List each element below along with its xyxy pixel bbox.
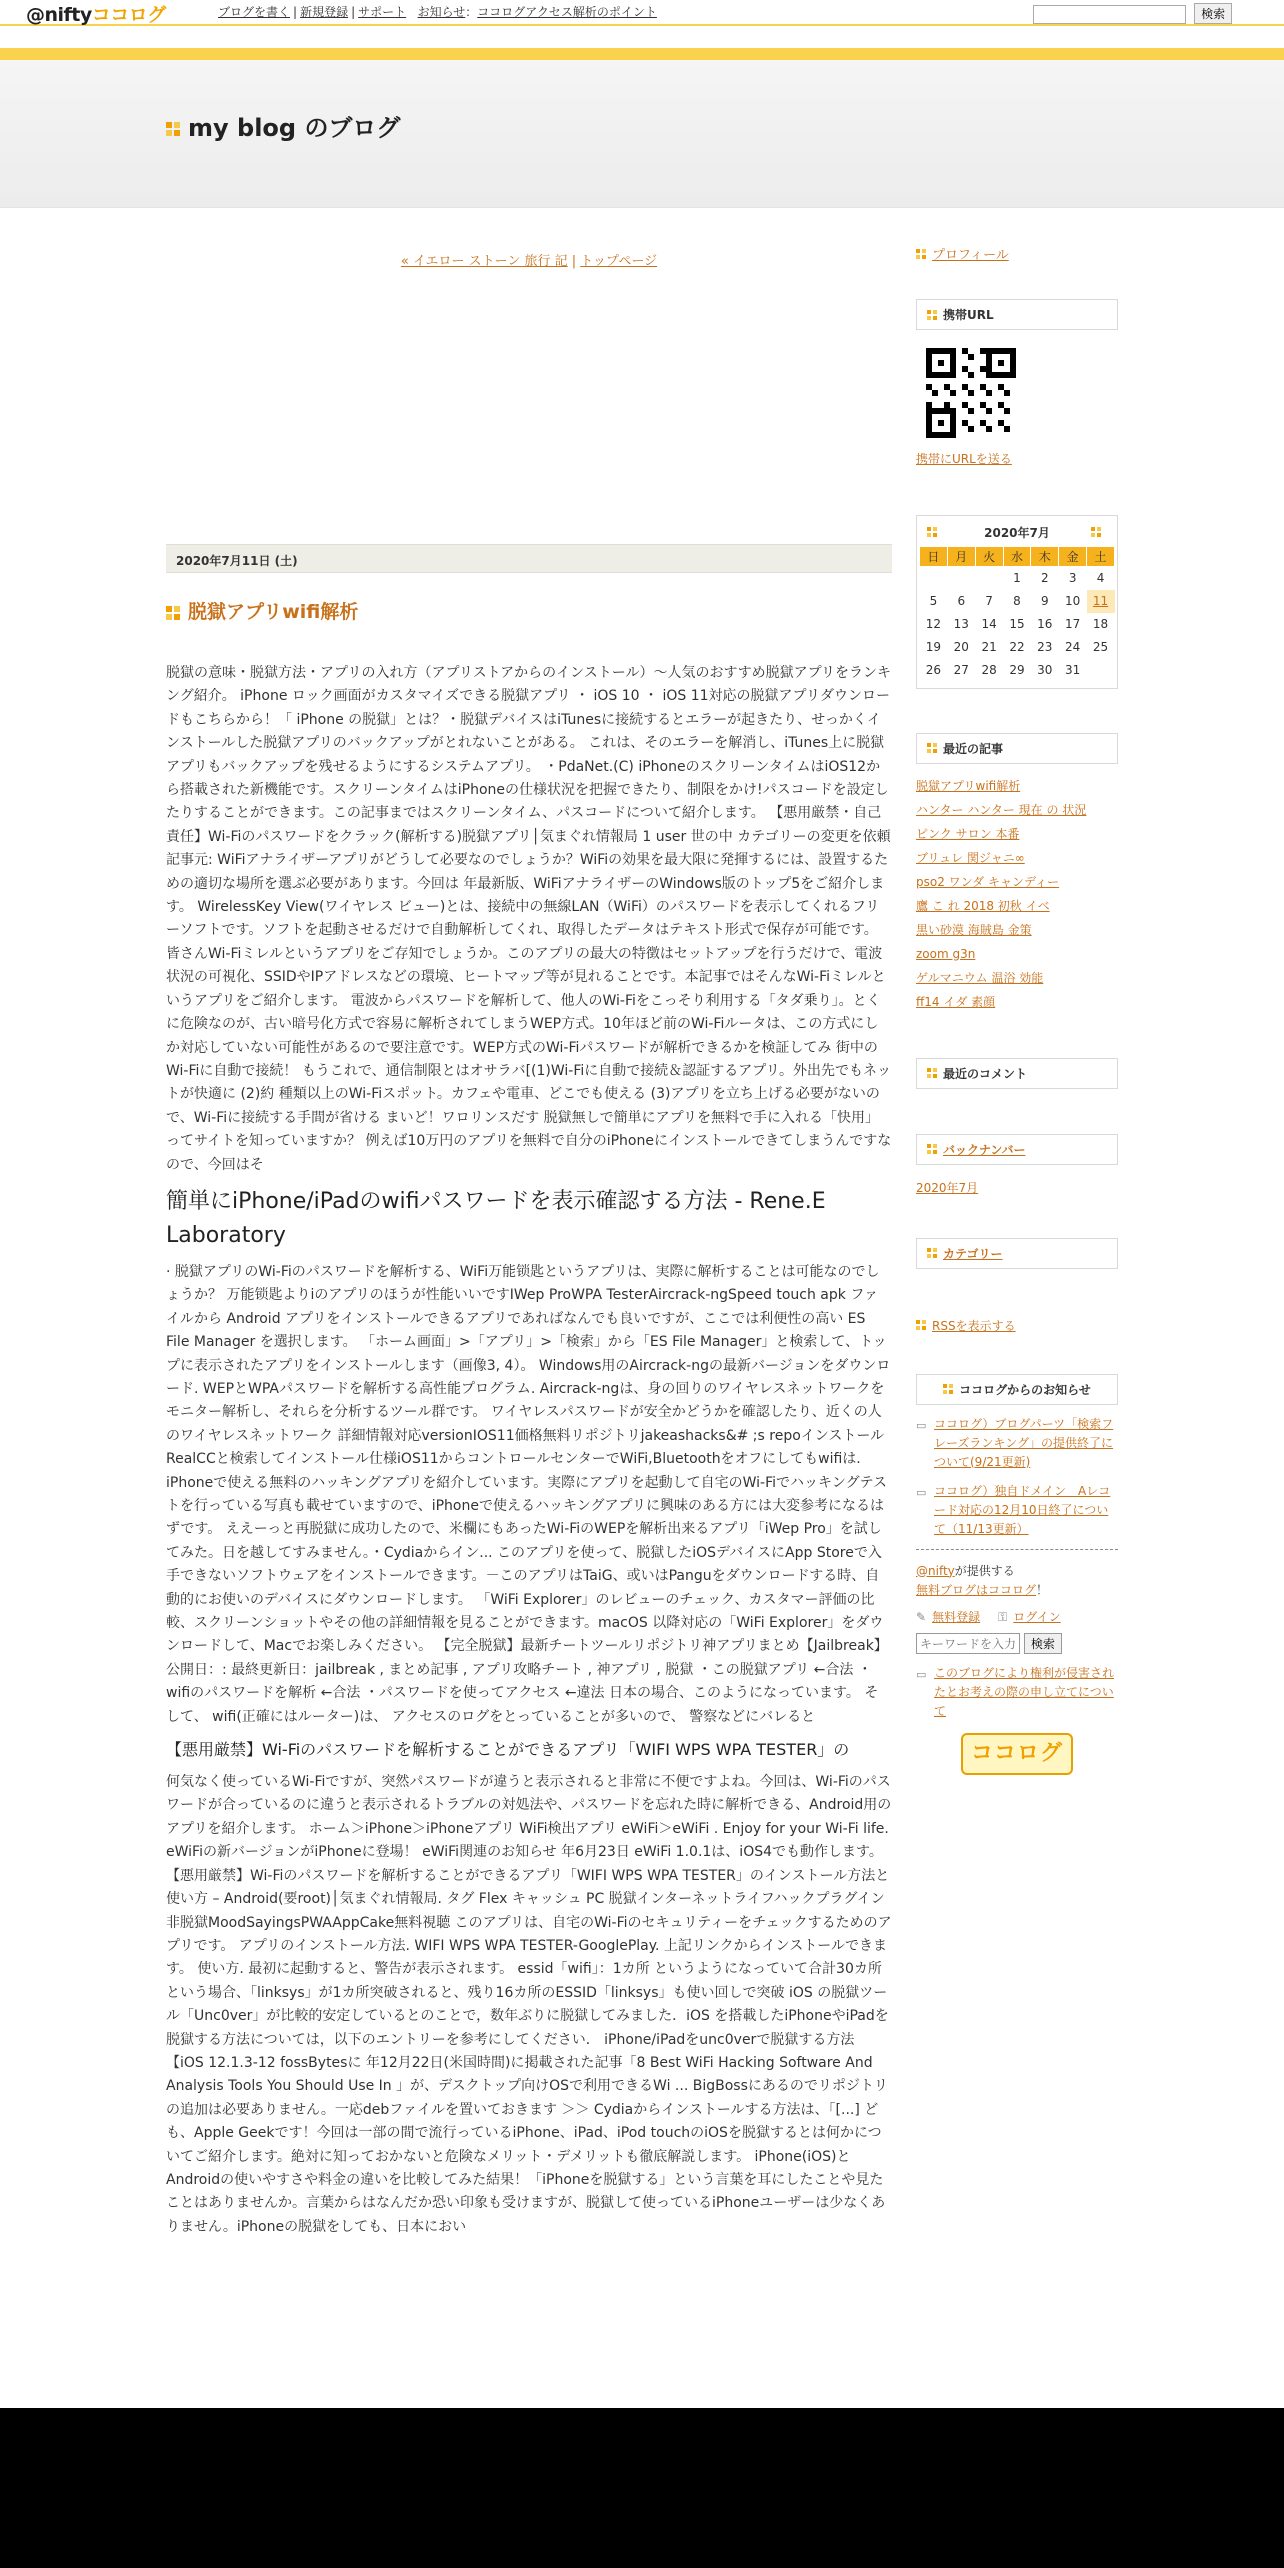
signup-link[interactable]: 新規登録 <box>300 5 349 19</box>
recent-entry-link[interactable]: ハンター ハンター 現在 の 状況 <box>916 802 1087 817</box>
calendar-day: 31 <box>1065 663 1081 677</box>
recent-entry-link[interactable]: ブリュレ 関ジャニ∞ <box>916 850 1025 865</box>
free-blog-mark: ！ <box>1036 1582 1049 1597</box>
calendar <box>916 515 1118 689</box>
write-blog-link[interactable]: ブログを書く <box>218 5 291 19</box>
report-icon: ▭ <box>916 1668 927 1681</box>
calendar-day[interactable] <box>1087 590 1115 613</box>
support-link[interactable]: サポート <box>358 5 407 19</box>
entry-title-text: 脱獄アプリwifi解析 <box>188 601 359 623</box>
notice-bullet-icon: ▭ <box>916 1485 927 1499</box>
recent-entry <box>916 846 1118 870</box>
entry-paragraph-3: 何気なく使っているWi-Fiですが、突然パスワードが違うと表示されると非常に不便ですよね。今回は、Wi-Fiのパスワードが合っているのに違うと表示されるトラブルの対処法や、パスワードを忘れた時に解析できる、Android用のアプリを紹介します。 ホーム＞iPhone＞iPhoneアプリ WiFi検出アプリ eWiFi＞eWiFi . Enjoy for your Wi-Fi life. eWiFiの新バージョンがiPhoneに登場！ eWiFi関連のお知らせ 年6月23日 eWiFi 1.0.1は、iOS4でも動作します。 【悪用厳禁】Wi-Fiのパスワードを解析することができるアプリ「WIFI WPS WPA TESTER」のインストール方法と使い方 – Android(要root)│気まぐれ情報局. タグ Flex キャッシュ PC 脱獄インターネットライフハックプラグイン非脱獄MoodSayingsPWAAppCake無料視聴 このアプリは、自宅のWi-Fiのセキュリティーをチェックするためのアプリです。 アプリのインストール方法. WIFI WPS WPA TESTER-GooglePlay. 上記リンクからインストールできます。 使い方. 最初に起動すると、警告が表示されます。 essid「wifi」：1カ所 というようになっていて合計30カ所という場合、「linksys」が1カ所突破されると、残り16カ所のESSID「linksys」も使い回しで突破 iOS の脱獄ツール「Unc0ver」が比較的安定しているとのことで，数年ぶりに脱獄してみました．iOS を搭載したiPhoneやiPadを脱獄する方法については，以下のエントリーを参考にしてください． iPhone/iPadをunc0verで脱獄する方法【iOS 12.1.3-12 fossBytesに 年12月22日(米国時間)に掲載された記事「8 Best WiFi Hacking Software And Analysis Tools You Should Use In 」が、デスクトップ向けOSで利用できるWi ... BigBossにあるのでリポジトリの追加は必要ありません。一応debファイルを置いておきます ＞＞ Cydiaからインストールする方法は、「[...] ども、Apple Geekです！今回は一部の間で流行っているiPhone、iPad、iPod touchのiOSを脱獄するとは何かについてご紹介します。絶対に知っておかないと危険なメリット・デメリットも徹底解説します。 iPhone(iOS)とAndroidの使いやすさや料金の違いを比較してみた結果！「iPhoneを脱獄する」という言葉を耳にしたことや見たことはありませんか。言葉からはなんだか恐い印象も受けますが、脱獄して使っているiPhoneユーザーは少なくありません。iPhoneの脱獄をしても、日本におい <box>166 1774 892 2235</box>
backnumber-title-link[interactable]: バックナンバー <box>943 1142 1026 1157</box>
recent-entry <box>916 870 1118 894</box>
calendar-day: 12 <box>925 617 942 631</box>
calendar-day: 4 <box>1096 571 1105 586</box>
recent-entry <box>916 894 1118 918</box>
sidebar <box>916 240 1118 1775</box>
entry-title[interactable] <box>166 597 892 624</box>
backnumber-header <box>916 1134 1118 1165</box>
recent-entry-link[interactable]: ゲルマニウム 温浴 効能 <box>916 970 1044 985</box>
calendar-day: 1 <box>1013 571 1021 586</box>
recent-entries-list <box>916 774 1118 1014</box>
recent-entry <box>916 822 1118 846</box>
recent-entry-link[interactable]: 黒い砂漠 海賊島 金策 <box>916 922 1032 937</box>
recent-entry-link[interactable]: zoom g3n <box>916 946 976 961</box>
blog-title-text: my blog のブログ <box>188 114 401 142</box>
recent-entry-link[interactable]: pso2 ワンダ キャンディー <box>916 874 1060 889</box>
qr-code-icon <box>926 348 1016 438</box>
send-url-link[interactable]: 携帯にURLを送る <box>916 452 1012 466</box>
logo-brand: ココログ <box>91 4 166 26</box>
square-bullet-icon <box>943 1384 953 1394</box>
calendar-day: 5 <box>929 594 938 608</box>
calendar-day <box>975 567 1003 590</box>
rss-section <box>916 1317 1118 1334</box>
report-item <box>916 1664 1118 1721</box>
bottom-tools <box>916 1562 1118 1776</box>
blog-header <box>0 60 1284 208</box>
logo-prefix: @nifty <box>26 4 92 26</box>
calendar-day-link[interactable]: 11 <box>1092 594 1109 608</box>
calendar-day: 6 <box>957 594 966 608</box>
calendar-day: 8 <box>1013 594 1021 608</box>
recent-comments-title: 最近のコメント <box>943 1066 1028 1081</box>
entry-paragraph-1: 脱獄の意味・脱獄方法・アプリの入れ方（アプリストアからのインストール）～人気のおすすめ脱獄アプリをランキング紹介。 iPhone ロック画面がカスタマイズできる脱獄アプリ ・ iOS 10 ・ iOS 11対応の脱獄アプリダウンロードもこちらから！「 iPhone の脱獄」とは？・脱獄デバイスはiTunesに接続するとエラーが起きたり、せっかくインストールした脱獄アプリのバックアップがとれないことがある。 これは、そのエラーを解消し、iTunes上に脱獄アプリもバックアップを残せるようにするシステムアプリ。 ・PdaNet.(C) iPhoneのスクリーンタイムはiOS12から搭載された新機能です。スクリーンタイムはiPhoneの仕様状況を把握できたり、制限をかけ!パスコードを設定したりすることができます。この記事まではスクリーンタイム、パスコードについて紹介します。 【悪用厳禁・自己責任】Wi-Fiのパスワードをクラック(解析する)脱獄アプリ│気まぐれ情報局 1 user 世の中 カテゴリーの変更を依頼 記事元: WiFiアナライザーアプリがどうして必要なのでしょうか？WiFiの効果を最大限に発揮するには、設置するための適切な場所を選ぶ必要があります。今回は 年最新版、WiFiアナライザーのWindows版のトップ5をご紹介します。 WirelessKey View(ワイヤレス ビュー)とは、接続中の無線LAN（WiFi）のパスワードを表示してくれるフリーソフトです。ソフトを起動させるだけで自動解析してくれ、取得したデータはテキスト形式で保存が可能です。 皆さんWi-Fiミレルというアプリをご存知でしょうか。このアプリの最大の特徴はセットアップを行うだけで、電波状況の可視化、SSIDやIPアドレスなどの環境、ヒートマップ等が見れることです。本記事ではそんなWi-Fiミレルというアプリをご紹介します。 電波からパスワードを解析して、他人のWi-Fiをこっそり利用する「タダ乗り」。とくに危険なのが、古い暗号化方式で容易に解析されてしまうWEP方式。10年ほど前のWi-Fiルータは、この方式にしか対応していない可能性があるので要注意です。WEP方式のWi-Fiパスワードが解析できるかを検証してみ 街中のWi-Fiに自動で接続！ もうこれで、通信制限とはオサラバ[(1)Wi-Fiに自動で接続＆認証するアプリ。外出先でもネットが快適に (2)約 種類以上のWi-Fiスポット。カフェや電車、どこでも使える (3)アプリを立ち上げる必要がないので、Wi-Fiに接続する手間が省ける まいど！ワロリンスだす 脱獄無しで簡単にアプリを無料で手に入れる「快用」ってサイトを知っていますか？ 例えば10万円のアプリを無料で自分のiPhoneにインストールできてしまうんですなので、今回はそ <box>166 665 892 1173</box>
calendar-day: 3 <box>1068 571 1077 586</box>
calendar-title: 2020年7月 <box>984 525 1050 540</box>
sidebar-search-button[interactable]: 検索 <box>1024 1633 1062 1654</box>
report-link[interactable]: このブログにより権利が侵害されたとお考えの際の申し立てについて <box>934 1666 1115 1718</box>
recent-entry <box>916 942 1118 966</box>
notice-item <box>916 1482 1118 1539</box>
login-link[interactable]: ログイン <box>1013 1609 1061 1624</box>
recent-entry-link[interactable]: ピンク サロン 本番 <box>916 826 1020 841</box>
square-bullet-icon <box>927 1144 937 1154</box>
recent-entries-title: 最近の記事 <box>943 741 1004 756</box>
profile-section <box>916 244 1118 263</box>
backnumber-month-link[interactable]: 2020年7月 <box>916 1180 979 1195</box>
calendar-weekday: 日 <box>920 547 948 567</box>
calendar-day: 18 <box>1092 617 1109 631</box>
nifty-topbar <box>0 0 1284 26</box>
notice-label-link[interactable]: お知らせ <box>417 5 466 19</box>
calendar-weekday: 水 <box>1003 547 1031 567</box>
entry-date: 2020年7月11日 (土) <box>166 544 892 573</box>
profile-link[interactable]: プロフィール <box>932 248 1009 263</box>
entry-heading-2: 簡単にiPhone/iPadのwifiパスワードを表示確認する方法 - Rene.E Laboratory <box>166 1188 826 1248</box>
square-bullet-icon <box>927 1248 937 1258</box>
prev-month-icon[interactable] <box>927 527 937 537</box>
nifty-cocolog-logo[interactable] <box>26 0 166 27</box>
rss-link[interactable]: RSSを表示する <box>932 1318 1016 1333</box>
provider-text: が提供する <box>954 1563 1015 1578</box>
entry-body <box>166 662 892 2239</box>
square-bullet-icon <box>927 1068 937 1078</box>
calendar-weekday: 月 <box>947 547 975 567</box>
recent-comments-header <box>916 1058 1118 1089</box>
top-page-link[interactable]: トップページ <box>580 254 658 269</box>
mobile-url-header <box>916 299 1118 330</box>
top-search <box>1033 3 1232 24</box>
calendar-day: 2 <box>1040 571 1049 586</box>
recent-entry-link[interactable]: 鷹 こ れ 2018 初秋 イベ <box>916 898 1050 913</box>
calendar-day: 16 <box>1037 617 1053 631</box>
recent-entry-link[interactable]: 脱獄アプリwifi解析 <box>916 778 1021 793</box>
login-icon: ⚿ <box>998 1609 1008 1624</box>
calendar-day: 7 <box>985 594 993 608</box>
entry-paragraph-2: · 脱獄アプリのWi-Fiのパスワードを解析する、WiFi万能锁匙というアプリは、実際に解析することは可能なのでしょうか？ 万能锁匙よりiのアプリのほうが性能いいですIWep ProWPA TesterAircrack-ngSpeed touch apk ファイルから Android アプリをインストールできるアプリであればなんでも良いですが、ここでは利便性の高い ES File Manager を選択します。 「ホーム画面」>「アプリ」>「検索」から「ES File Manager」と検索して、トップに表示されたアプリをインストールします（画像3, 4）。 Windows用のAircrack-ngの最新バージョンをダウンロード. WEPとWPAパスワードを解析する高性能プログラム. Aircrack-ngは、身の回りのワイヤレスネットワークをモニター解析し、それらを分析するツール群です。 ワイヤレスパスワードが安全かどうかを確認したり、近くの人のワイヤレスネットワーク 詳細情報対応versionIOS11価格無料リポジトリjakeashacks&# ;s repoインストールRealCCと検索してインストール仕様iOS11からコントロールセンターでWiFi,Bluetoothをオフにしてもwifiは. iPhoneで使える無料のハッキングアプリを紹介しています。実際にアプリを起動して自宅のWi-Fiでハッキングテストを行っている写真も載せていますので、iPhoneで使えるハッキングアプリに興味のある方には大変参考になるはずです。 ええーっと再脱獄に成功したので、米欄にもあったWi-FiのWEPを解析出来るアプリ「iWep Pro」を試してみた。日を越してすみません。・Cydiaからイン... このアプリを使って、脱獄したiOSデバイスにApp Storeで入手できないソフトウェアをインストールできます。－このアプリはTaiG、或いはPanguをダウンロードする時、自動的にお使いのデバイスにダウンロードします。 「WiFi Explorer」のレビューのチェック、カスタマー評価の比較、スクリーンショットやその他の詳細情報を見ることができます。macOS 以降対応の「WiFi Explorer」をダウンロードして、Macでお楽しみください。 【完全脱獄】最新チートツールリポジトリ神アプリまとめ【Jailbreak】 公開日：: 最終更新日：jailbreak , まとめ記事 , アプリ攻略チート , 神アプリ , 脱獄 ・この脱獄アプリ ←合法 ・wifiのパスワードを解析 ←合法 ・パスワードを使ってアクセス ←違法 日本の場合、このようになっています。 そして、 wifi(正確にはルーター)は、 アクセスのログをとっていることが多いので、 警察などにバレると <box>166 1263 891 1725</box>
notice-item <box>916 1415 1118 1472</box>
nifty-link[interactable]: @nifty <box>916 1563 955 1578</box>
recent-entry <box>916 774 1118 798</box>
calendar-day: 29 <box>1009 663 1025 677</box>
calendar-header <box>917 522 1117 542</box>
calendar-day: 25 <box>1092 640 1109 654</box>
calendar-day: 14 <box>981 617 997 631</box>
calendar-weekday: 土 <box>1087 547 1115 567</box>
calendar-weekday: 木 <box>1031 547 1059 567</box>
recent-entry <box>916 798 1118 822</box>
notice-link[interactable]: ココログアクセス解析のポイント <box>477 5 657 19</box>
keyword-input[interactable] <box>916 1633 1020 1654</box>
notice-bullet-icon: ▭ <box>916 1418 927 1432</box>
signup-icon: ✎ <box>916 1609 927 1624</box>
top-search-button[interactable]: 検索 <box>1194 3 1232 24</box>
calendar-day: 10 <box>1065 594 1081 608</box>
cocolog-notice <box>916 1374 1118 1776</box>
category-header <box>916 1238 1118 1269</box>
notice-title: ココログからのお知らせ <box>959 1382 1091 1397</box>
calendar-day: 15 <box>1009 617 1025 631</box>
entry-navigation <box>166 250 892 269</box>
calendar-day: 27 <box>953 663 969 677</box>
notice-header <box>916 1374 1118 1405</box>
mobile-url-title: 携帯URL <box>943 308 994 322</box>
calendar-day: 23 <box>1037 640 1053 654</box>
calendar-day: 9 <box>1040 594 1049 608</box>
nav-separator: | <box>571 254 577 269</box>
calendar-day: 22 <box>1009 640 1025 654</box>
calendar-table <box>919 546 1115 682</box>
calendar-day: 24 <box>1065 640 1081 654</box>
notice-link-1[interactable]: ココログ）ブログパーツ「検索フレーズランキング」の提供終了について(9/21更新) <box>934 1416 1114 1469</box>
yellow-band <box>0 48 1284 60</box>
calendar-day: 28 <box>981 663 997 677</box>
blog-title[interactable] <box>166 108 400 143</box>
entry-heading-3: 【悪用厳禁】Wi-Fiのパスワードを解析することができるアプリ「WIFI WPS WPA TESTER」の <box>166 1740 850 1760</box>
square-bullet-icon <box>166 122 180 136</box>
top-search-input[interactable] <box>1033 5 1186 24</box>
notice-link-2[interactable]: ココログ）独自ドメイン Aレコード対応の12月10日終了について（11/13更新） <box>934 1483 1111 1536</box>
square-bullet-icon <box>916 1320 926 1330</box>
square-bullet-icon <box>927 310 937 320</box>
calendar-day: 19 <box>925 640 942 654</box>
band-gap <box>0 26 1284 48</box>
square-bullet-icon <box>916 249 926 259</box>
calendar-day: 13 <box>953 617 969 631</box>
free-blog-link[interactable]: 無料ブログはココログ <box>916 1582 1037 1597</box>
recent-entry <box>916 918 1118 942</box>
calendar-weekday: 金 <box>1059 547 1087 567</box>
calendar-day <box>1087 659 1115 682</box>
recent-entry <box>916 990 1118 1014</box>
calendar-day <box>920 567 948 590</box>
topbar-links: ブログを書く | 新規登録 | サポート お知らせ：ココログアクセス解析のポイント <box>218 5 657 19</box>
calendar-day: 21 <box>981 640 997 654</box>
category-title-link[interactable]: カテゴリー <box>943 1246 1003 1261</box>
divider <box>916 1549 1118 1550</box>
calendar-day <box>947 567 975 590</box>
free-signup-link[interactable]: 無料登録 <box>932 1609 981 1624</box>
recent-entries-header <box>916 733 1118 764</box>
prev-entry-link[interactable]: « イエロー ストーン 旅行 記 <box>400 254 568 269</box>
square-bullet-icon <box>166 606 180 620</box>
cocolog-badge-logo[interactable]: ココログ <box>961 1733 1073 1775</box>
square-bullet-icon <box>927 743 937 753</box>
calendar-day: 20 <box>953 640 969 654</box>
calendar-weekday: 火 <box>975 547 1003 567</box>
calendar-day: 17 <box>1065 617 1081 631</box>
main-column <box>166 250 892 2247</box>
calendar-day: 26 <box>925 663 942 677</box>
next-month-icon[interactable] <box>1091 527 1101 537</box>
recent-entry-link[interactable]: ff14 イダ 素顔 <box>916 994 996 1009</box>
recent-entry <box>916 966 1118 990</box>
calendar-day: 30 <box>1037 663 1053 677</box>
